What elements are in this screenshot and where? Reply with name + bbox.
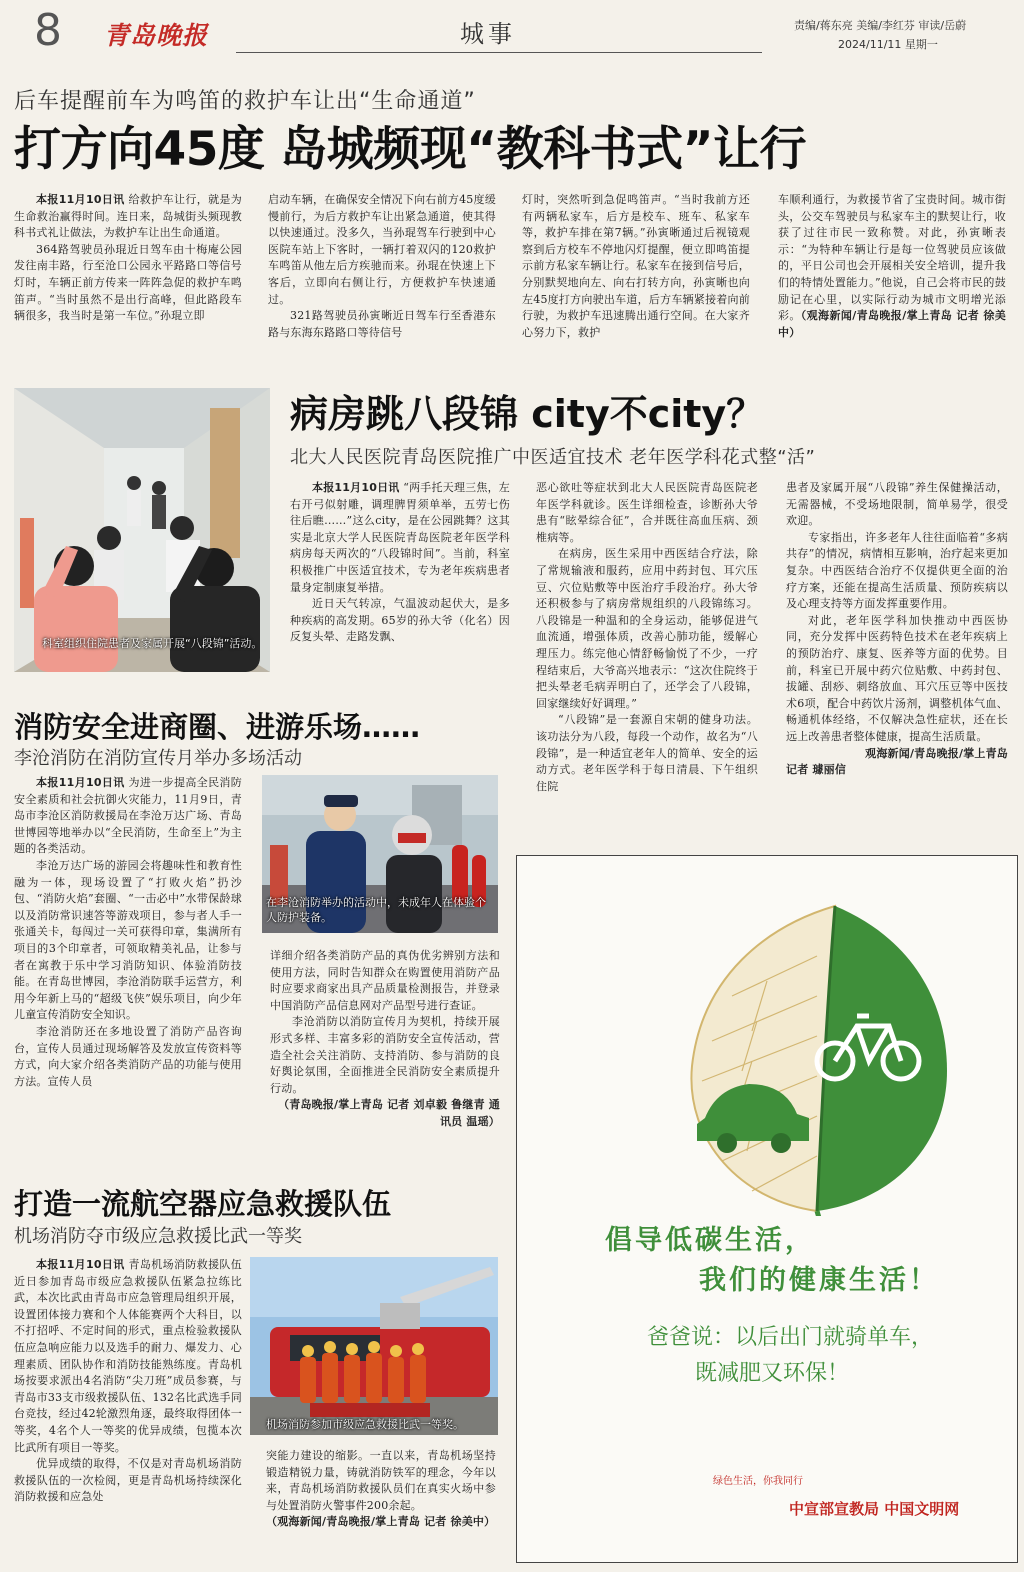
story1-headline: 打方向45度 岛城频现“教科书式”让行 bbox=[14, 122, 807, 177]
section-name: 城事 bbox=[460, 20, 516, 48]
psa-sponsor: 中宣部宣教局 中国文明网 bbox=[789, 1500, 960, 1518]
paragraph: 李沧万达广场的游园会将趣味性和教育性融为一体，现场设置了“打败火焰”扔沙包、“消防火焰”套圈、“一击必中”水带保龄球以及消防常识速答等游戏项目，参与者人手一张通关卡，每闯过一关可获得印章，集满所有项目的3个印章者，可领取精美礼品，让参与者在寓教于乐中学习消防知识、体验消防技能。在青岛世博园，李沧消防联手运营方，利用今年新上马的“超级飞侠”娱乐项目，向少年儿童宣传消防安全知识。 bbox=[14, 858, 242, 1022]
story2-subhead: 北大人民医院青岛医院推广中医适宜技术 老年医学科花式整“活” bbox=[290, 447, 816, 468]
story4-col1 bbox=[14, 1257, 242, 1557]
dateline: 本报11月10日讯 bbox=[36, 193, 125, 206]
byline: （观海新闻/青岛晚报/掌上青岛 记者 徐美中） bbox=[778, 309, 1006, 339]
story4-col2 bbox=[266, 1448, 496, 1560]
paragraph: 突能力建设的缩影。一直以来，青岛机场坚持锻造精锐力量，铸就消防铁军的理念，今年以来，青岛机场消防救援队员们在真实火场中参与处置消防火警事件200余起。 bbox=[266, 1449, 496, 1512]
paragraph: 给救护车让行，就是为生命救治赢得时间。连日来，岛城街头频现教科书式礼让做法，为救护车让出生命通道。 bbox=[14, 193, 242, 240]
story1-kicker: 后车提醒前车为鸣笛的救护车让出“生命通道” bbox=[14, 89, 476, 114]
psa-line2: 我们的健康生活！ bbox=[699, 1265, 939, 1296]
paragraph: 专家指出，许多老年人往往面临着“多病共存”的情况，病情相互影响，治疗起来更加复杂。中西医结合治疗不仅提供更全面的治疗方案，还能在提高生活质量、预防疾病以及心理支持等方面发挥重要作用。 bbox=[786, 530, 1008, 611]
paragraph: 李沧消防还在多地设置了消防产品咨询台，宣传人员通过现场解答及发放宣传资料等方式，向大家介绍各类消防产品的功能与使用方法。宣传人员 bbox=[14, 1024, 242, 1088]
byline: （观海新闻/青岛晚报/掌上青岛 记者 徐美中） bbox=[266, 1515, 496, 1529]
paragraph: 恶心欲吐等症状到北大人民医院青岛医院老年医学科就诊。医生详细检查，诊断孙大爷患有“眩晕综合征”，合并既往高血压病、颈椎病等。 bbox=[536, 481, 758, 544]
paper-logo: 青岛晚报 bbox=[104, 21, 209, 50]
page-number: 8 bbox=[34, 5, 62, 56]
paragraph: “两手托天理三焦，左右开弓似射雕，调理脾胃须单举，五劳七伤往后瞧……”这么city，是在公园跳舞？这其实是北京大学人民医院青岛医院老年医学科病房每天两次的“八段锦时间”。当前，科室积极推广中医适宜技术，专为老年疾病患者量身定制康复举措。 bbox=[290, 481, 510, 594]
paragraph: 近日天气转凉，气温波动起伏大，是多种疾病的高发期。65岁的孙大爷（化名）因反复头晕、走路发飘、 bbox=[290, 597, 510, 644]
story1-col1 bbox=[14, 192, 242, 368]
psa-quote2: 既减肥又环保！ bbox=[695, 1361, 850, 1386]
paragraph: 优异成绩的取得，不仅是对青岛机场消防救援队伍的一次检阅，更是青岛机场持续深化消防救援和应急处 bbox=[14, 1457, 242, 1504]
ward-exercise-photo bbox=[14, 388, 270, 672]
fire-safety-photo bbox=[262, 775, 498, 933]
story3-headline: 消防安全进商圈、进游乐场…… bbox=[14, 710, 421, 744]
story3-col1 bbox=[14, 775, 242, 1155]
paragraph: 对此，老年医学科加快推动中西医协同，充分发挥中医药特色技术在老年疾病上的预防治疗、康复、医养等方面的优势。目前，科室已开展中药穴位贴敷、中药封包、拔罐、刮痧、刺络放血、耳穴压豆等中医技术6项，配合中药饮片汤剂，调整机体气血、畅通机体经络，不仅解决急性症状，还在长远上改善患者整体健康，提高生活质量。 bbox=[786, 613, 1008, 743]
header-rule bbox=[236, 52, 762, 53]
photo-caption: 科室组织住院患者及家属开展“八段锦”活动。 bbox=[42, 637, 263, 650]
paragraph: 在病房，医生采用中西医结合疗法，除了常规输液和服药，应用中药封包、耳穴压豆、穴位贴敷等中医治疗手段治疗。孙大爷还积极参与了病房常规组织的八段锦练习。八段锦是一种温和的全身运动，能够促进气血流通，增强体质，改善心肺功能，缓解心理压力。练完他心情舒畅愉悦了不少，一疗程结束后，大爷高兴地表示：“这次住院终于把头晕老毛病弄明白了，还学会了八段锦，回家继续好好调理。” bbox=[536, 547, 758, 710]
story4-subhead: 机场消防夺市级应急救援比武一等奖 bbox=[14, 1226, 302, 1247]
paragraph: 青岛机场消防救援队伍近日参加青岛市级应急救援队伍紧急拉练比武，本次比武由青岛市应急管理局组织开展，设置团体接力赛和个人体能赛两个大科目，以不打招呼、不定时间的形式，重点检验救援队伍应急响应能力以及选手的耐力、爆发力、心理素质、团队协作和消防技能熟练度。青岛机场按要求派出4名消防“尖刀班”成员参赛，与青岛市33支市级救援队伍、132名比武选手同台竞技，经过42轮激烈角逐，最终取得团体一等奖，4名个人一等奖的优异成绩，包揽本次比武所有项目一等奖。 bbox=[14, 1258, 242, 1454]
story2-col2 bbox=[536, 480, 758, 842]
airport-photo-illustration bbox=[250, 1257, 498, 1435]
story1-col2 bbox=[268, 192, 496, 368]
story3-col2 bbox=[270, 948, 500, 1156]
story1-col3 bbox=[522, 192, 750, 368]
story3-subhead: 李沧消防在消防宣传月举办多场活动 bbox=[14, 748, 302, 769]
ward-photo-illustration bbox=[14, 388, 270, 672]
story2-col3 bbox=[786, 480, 1008, 842]
paragraph: 364路驾驶员孙琨近日驾车由十梅庵公园发往南丰路，行至沧口公园永平路路口等信号灯时，车辆正前方传来一阵阵急促的救护车鸣笛声。“当时虽然不是出行高峰，但此路段车辆很多，我当时是第一车位。”孙琨立即 bbox=[14, 242, 242, 323]
story2-headline: 病房跳八段锦 city不city？ bbox=[290, 392, 765, 436]
story2-col1 bbox=[290, 480, 510, 672]
byline: （青岛晚报/掌上青岛 记者 刘卓毅 鲁继青 通讯员 温瑶） bbox=[278, 1098, 500, 1128]
story4-headline: 打造一流航空器应急救援队伍 bbox=[14, 1187, 392, 1221]
paragraph: 321路驾驶员孙寅晰近日驾车行至香港东路与东海东路路口等待信号 bbox=[268, 309, 496, 339]
paragraph: 车顺利通行，为救援节省了宝贵时间。城市街头，公交车驾驶员与私家车主的默契让行，收获了过往市民一致称赞。对此，孙寅晰表示：“为特种车辆让行是每一位驾驶员应该做的，平日公司也会开展相关安全培训，提升我们的特情处置能力。”他说，自己会将市民的鼓励记在心里，以实际行动为城市文明增光添彩。 bbox=[778, 193, 1006, 323]
psa-line1: 倡导低碳生活， bbox=[605, 1225, 815, 1256]
dateline: 本报11月10日讯 bbox=[312, 481, 400, 494]
byline: 观海新闻/青岛晚报/掌上青岛 bbox=[865, 746, 1008, 760]
dateline: 本报11月10日讯 bbox=[36, 1258, 125, 1271]
paragraph: 启动车辆，在确保安全情况下向右前方45度缓慢前行，为后方救护车让出紧急通道，使其得以快速通过。没多久，当孙琨驾车行驶到中心医院车站上下客时，一辆打着双闪的120救护车鸣笛从他左后方疾驰而来。孙琨在快速上下客后，立即向右侧让行，方便救护车快速通过。 bbox=[268, 193, 496, 306]
photo-caption: 在李沧消防举办的活动中，未成年人在体验个人防护装备。 bbox=[266, 896, 486, 924]
date-line: 2024/11/11 星期一 bbox=[838, 38, 938, 51]
photo-caption: 机场消防参加市级应急救援比武一等奖。 bbox=[266, 1418, 464, 1431]
paragraph: 灯时，突然听到急促鸣笛声。“当时我前方还有两辆私家车，后方是校车、班车、私家车等，救护车排在第7辆。”孙寅晰通过后视镜观察到后方校车不停地闪灯提醒，便立即鸣笛提示前方私家车辆让行。私家车在接到信号后，分别默契地向左、向右打转方向，孙寅晰也向左45度打方向驶出车道，后方车辆紧接着向前行驶，为救护车迅速腾出通行空间。在大家齐心努力下，救护 bbox=[522, 193, 750, 339]
psa-quote1: 爸爸说：以后出门就骑单车， bbox=[647, 1325, 934, 1350]
paragraph: 详细介绍各类消防产品的真伪优劣辨别方法和使用方法，同时告知群众在购置使用消防产品时应要求商家出具产品质量检测报告，并登录中国消防产品信息网对产品型号进行查证。 bbox=[270, 949, 500, 1012]
psa-small-slogan: 绿色生活，你我同行 bbox=[713, 1476, 803, 1487]
paragraph: 患者及家属开展“八段锦”养生保健操活动，无需器械，不受场地限制，简单易学，很受欢迎。 bbox=[786, 481, 1008, 528]
paragraph: 李沧消防以消防宣传月为契机，持续开展形式多样、丰富多彩的消防安全宣传活动，营造全社会关注消防、支持消防、参与消防的良好舆论氛围，全面推进全民消防安全素质提升行动。 bbox=[270, 1015, 500, 1095]
airport-rescue-photo bbox=[250, 1257, 498, 1435]
leaf-icon bbox=[517, 856, 1017, 1216]
psa-ad-box bbox=[516, 855, 1018, 1563]
paragraph: “八段锦”是一套源自宋朝的健身功法。该功法分为八段，每段一个动作，故名为“八段锦”，是一种适宜老年人的简单、安全的运动方式。老年医学科于每日清晨、下午组织住院 bbox=[536, 713, 758, 793]
story1-col4 bbox=[778, 192, 1006, 368]
editors-line: 责编/蒋东亮 美编/李红芬 审读/岳蔚 bbox=[794, 19, 967, 32]
reporter: 记者 璩丽信 bbox=[786, 763, 847, 777]
dateline: 本报11月10日讯 bbox=[36, 776, 125, 789]
paragraph: 为进一步提高全民消防安全素质和社会抗御火灾能力，11月9日，青岛市李沧区消防救援局在李沧万达广场、青岛世博园等地举办以“全民消防，生命至上”为主题的各类活动。 bbox=[14, 776, 242, 856]
